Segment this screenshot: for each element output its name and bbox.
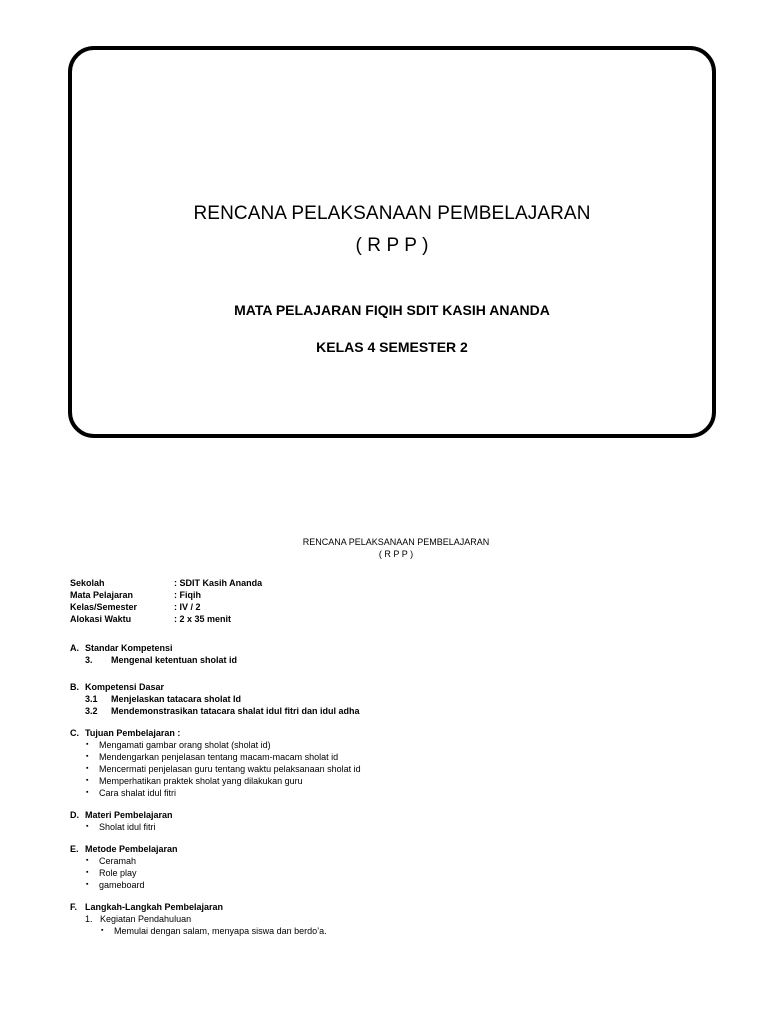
section-letter: A. (70, 643, 79, 653)
section-title: Metode Pembelajaran (85, 844, 178, 854)
section-heading (70, 642, 710, 654)
item-text: Mengamati gambar orang sholat (sholat id) (99, 740, 271, 750)
list-item (70, 693, 710, 705)
meta-key: Mata Pelajaran (70, 590, 134, 600)
section-title: Tujuan Pembelajaran : (85, 728, 181, 738)
section-title: Kompetensi Dasar (85, 682, 165, 692)
meta-value: : Fiqih (174, 590, 201, 600)
meta-row (70, 613, 710, 625)
meta-row (70, 601, 710, 613)
bullet-icon: ▪ (86, 741, 89, 748)
cover-subject: MATA PELAJARAN FIQIH SDIT KASIH ANANDA (234, 302, 550, 318)
bullet-icon: ▪ (86, 753, 89, 760)
bullet-icon: ▪ (101, 927, 104, 934)
list-item (70, 705, 710, 717)
item-text: Sholat idul fitri (99, 822, 156, 832)
section-kompetensi-dasar (70, 681, 710, 717)
section-metode-pembelajaran (70, 843, 710, 891)
bullet-icon: ▪ (86, 777, 89, 784)
cover-title (72, 198, 712, 262)
list-item (70, 787, 710, 799)
section-heading (70, 809, 710, 821)
bullet-icon: ▪ (86, 881, 89, 888)
section-title: Standar Kompetensi (85, 643, 173, 653)
item-text: Ceramah (99, 856, 137, 866)
meta-value: : IV / 2 (174, 602, 201, 612)
section-letter: E. (70, 844, 79, 854)
list-item (70, 879, 710, 891)
list-item (70, 867, 710, 879)
bullet-icon: ▪ (86, 823, 89, 830)
section-letter: C. (70, 728, 79, 738)
list-item (70, 763, 710, 775)
meta-row (70, 589, 710, 601)
section-title: Langkah-Langkah Pembelajaran (85, 902, 224, 912)
list-item (70, 739, 710, 751)
sub-number: 1. (85, 914, 93, 924)
bullet-icon: ▪ (86, 789, 89, 796)
item-text: Mendengarkan penjelasan tentang macam-macam sholat id (99, 752, 339, 762)
cover-box (68, 46, 716, 438)
meta-row (70, 577, 710, 589)
meta-key: Kelas/Semester (70, 602, 138, 612)
item-text: Mendemonstrasikan tatacara shalat idul fitri dan idul adha (111, 706, 360, 716)
bullet-icon: ▪ (86, 869, 89, 876)
item-text: Role play (99, 868, 137, 878)
meta-value: : SDIT Kasih Ananda (174, 578, 263, 588)
item-text: Cara shalat idul fitri (99, 788, 177, 798)
item-text: Memperhatikan praktek sholat yang dilakukan guru (99, 776, 303, 786)
section-langkah-pembelajaran (70, 901, 710, 937)
document-body (70, 536, 710, 937)
section-heading (70, 843, 710, 855)
item-text: Memulai dengan salam, menyapa siswa dan berdo’a. (114, 926, 327, 936)
section-letter: D. (70, 810, 79, 820)
identity-table (70, 577, 710, 625)
list-item (70, 925, 710, 937)
meta-key: Sekolah (70, 578, 105, 588)
item-number: 3.2 (85, 706, 98, 716)
list-item (70, 855, 710, 867)
sub-label: Kegiatan Pendahuluan (100, 914, 192, 924)
section-letter: B. (70, 682, 79, 692)
section-heading (70, 901, 710, 913)
item-text: Mengenal ketentuan sholat id (111, 655, 238, 665)
section-heading (70, 727, 710, 739)
list-item (70, 751, 710, 763)
list-item (70, 654, 710, 666)
section-heading (70, 681, 710, 693)
item-text: Mencermati penjelasan guru tentang waktu pelaksanaan sholat id (99, 764, 361, 774)
bullet-icon: ▪ (86, 765, 89, 772)
cover-class: KELAS 4 SEMESTER 2 (316, 339, 468, 355)
section-standar-kompetensi (70, 642, 710, 666)
item-text: Menjelaskan tatacara sholat Id (111, 694, 242, 704)
meta-value: : 2 x 35 menit (174, 614, 232, 624)
item-text: gameboard (99, 880, 145, 890)
section-materi-pembelajaran (70, 809, 710, 833)
section-tujuan-pembelajaran (70, 727, 710, 799)
doc-title-line1: RENCANA PELAKSANAAN PEMBELAJARAN (302, 537, 490, 547)
meta-key: Alokasi Waktu (70, 614, 132, 624)
item-number: 3. (85, 655, 93, 665)
cover-title-line1: RENCANA PELAKSANAAN PEMBELAJARAN (193, 203, 591, 224)
sub-heading (70, 913, 710, 925)
item-number: 3.1 (85, 694, 98, 704)
doc-title (70, 536, 722, 560)
section-letter: F. (70, 902, 78, 912)
list-item (70, 821, 710, 833)
list-item (70, 775, 710, 787)
section-title: Materi Pembelajaran (85, 810, 173, 820)
bullet-icon: ▪ (86, 857, 89, 864)
doc-title-line2: ( R P P ) (378, 549, 414, 559)
cover-title-line2: ( R P P ) (355, 235, 429, 256)
